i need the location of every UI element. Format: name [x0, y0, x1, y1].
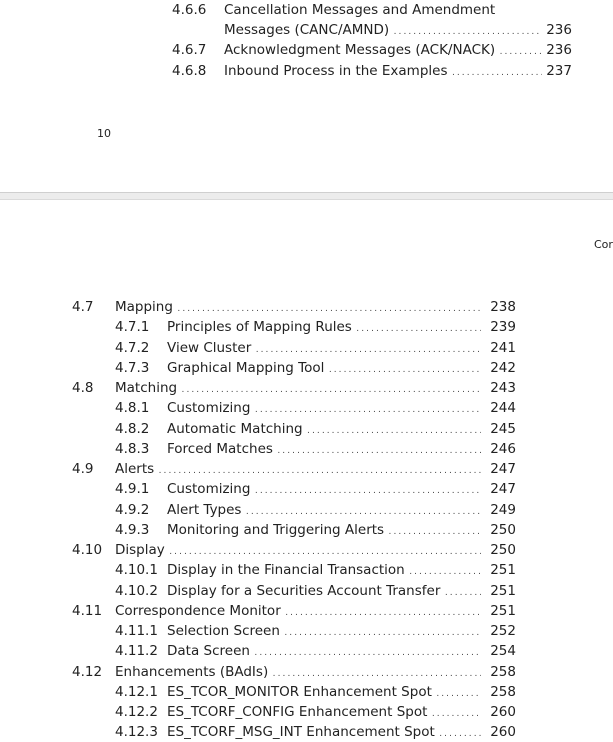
toc-entry	[72, 459, 522, 479]
toc-entry	[172, 20, 582, 40]
toc-entry-page: 251	[490, 603, 516, 619]
toc-entry-number: 4.7	[72, 299, 94, 315]
toc-entry-number: 4.6.7	[172, 42, 207, 58]
toc-entry-page: 260	[490, 724, 516, 740]
toc-entry-number: 4.7.2	[115, 340, 150, 356]
toc-entry	[72, 338, 522, 358]
toc-entry	[172, 61, 582, 81]
toc-entry-page: 237	[546, 63, 572, 79]
toc-entry-page: 236	[546, 22, 572, 38]
toc-entry-page: 251	[490, 583, 516, 599]
toc-entry-page: 250	[490, 542, 516, 558]
toc-entry-title: View Cluster . . .	[167, 338, 481, 358]
toc-page-top	[0, 0, 613, 192]
toc-entry-number: 4.7.1	[115, 319, 150, 335]
toc-entry-page: 258	[490, 664, 516, 680]
toc-entry-title: Customizing . . .	[167, 479, 481, 499]
toc-entry	[72, 500, 522, 520]
toc-entry-number: 4.8	[72, 380, 94, 396]
toc-entry-title: Alert Types . . .	[167, 500, 481, 520]
toc-entry-page: 241	[490, 340, 516, 356]
toc-entry	[72, 722, 522, 742]
toc-entry-page: 249	[490, 502, 516, 518]
toc-entry-page: 245	[490, 421, 516, 437]
toc-entry-number: 4.11	[72, 603, 103, 619]
toc-entry	[72, 297, 522, 317]
toc-entry	[72, 398, 522, 418]
toc-entry-page: 236	[546, 42, 572, 58]
toc-entry-title: Matching . . .	[115, 378, 481, 398]
toc-entry-page: 243	[490, 380, 516, 396]
toc-entry-page: 244	[490, 400, 516, 416]
toc-entry-title: Acknowledgment Messages (ACK/NACK) . . .	[224, 40, 542, 60]
toc-entry-number: 4.8.1	[115, 400, 150, 416]
page-separator	[0, 192, 613, 200]
toc-entry	[72, 581, 522, 601]
toc-entry-page: 251	[490, 562, 516, 578]
toc-entry-number: 4.9.2	[115, 502, 150, 518]
page-number: 10	[97, 127, 111, 140]
toc-entry-page: 238	[490, 299, 516, 315]
toc-entry-title: ES_TCOR_MONITOR Enhancement Spot . . .	[167, 682, 481, 702]
toc-entry-number: 4.12.3	[115, 724, 158, 740]
toc-entry-page: 239	[490, 319, 516, 335]
toc-entry-page: 247	[490, 481, 516, 497]
toc-entry	[72, 702, 522, 722]
toc-entry	[72, 682, 522, 702]
toc-entry-title: Inbound Process in the Examples . . .	[224, 61, 542, 81]
toc-entry	[72, 479, 522, 499]
toc-entry-page: 252	[490, 623, 516, 639]
toc-entry-title: Enhancements (BAdIs) . . .	[115, 662, 481, 682]
toc-entry-title: Mapping . . .	[115, 297, 481, 317]
toc-entry	[72, 419, 522, 439]
toc-entry-number: 4.9.3	[115, 522, 150, 538]
toc-entry-title: Display in the Financial Transaction . . .	[167, 560, 481, 580]
toc-entry	[172, 40, 582, 60]
toc-entry-title: Display for a Securities Account Transfer . . .	[167, 581, 481, 601]
toc-entry	[72, 601, 522, 621]
toc-entry-title: Correspondence Monitor . . .	[115, 601, 481, 621]
toc-entry-title: Messages (CANC/AMND) . . .	[224, 20, 542, 40]
toc-entry	[72, 621, 522, 641]
toc-entry-title: Forced Matches . . .	[167, 439, 481, 459]
toc-entry	[72, 662, 522, 682]
toc-entry	[72, 540, 522, 560]
toc-entry-page: 246	[490, 441, 516, 457]
toc-entry	[72, 520, 522, 540]
toc-entry	[72, 358, 522, 378]
toc-entry	[72, 560, 522, 580]
toc-entry-page: 254	[490, 643, 516, 659]
toc-entry	[72, 641, 522, 661]
toc-entry-title: ES_TCORF_CONFIG Enhancement Spot . . .	[167, 702, 481, 722]
toc-entry-page: 242	[490, 360, 516, 376]
toc-entry	[72, 439, 522, 459]
toc-entry-number: 4.12.2	[115, 704, 158, 720]
toc-entry-title: Display . . .	[115, 540, 481, 560]
toc-entry-title: Cancellation Messages and Amendment	[224, 2, 496, 18]
toc-entry-number: 4.12	[72, 664, 103, 680]
toc-entry-number: 4.11.2	[115, 643, 158, 659]
toc-entry	[172, 0, 582, 20]
toc-entry-number: 4.9	[72, 461, 94, 477]
toc-entry-number: 4.6.8	[172, 63, 207, 79]
toc-entry-title: ES_TCORF_MSG_INT Enhancement Spot . . .	[167, 722, 481, 742]
toc-entry-title: Selection Screen . . .	[167, 621, 481, 641]
toc-entry	[72, 317, 522, 337]
toc-entry-page: 258	[490, 684, 516, 700]
toc-entry-page: 250	[490, 522, 516, 538]
toc-entry	[72, 378, 522, 398]
toc-entry-title: Alerts . . .	[115, 459, 481, 479]
toc-entry-title: Data Screen . . .	[167, 641, 481, 661]
toc-entry-number: 4.7.3	[115, 360, 150, 376]
toc-entry-number: 4.6.6	[172, 2, 207, 18]
toc-entry-page: 260	[490, 704, 516, 720]
toc-entry-title: Monitoring and Triggering Alerts . . .	[167, 520, 481, 540]
toc-entry-number: 4.12.1	[115, 684, 158, 700]
toc-entry-title: Principles of Mapping Rules . . .	[167, 317, 481, 337]
toc-entry-page: 247	[490, 461, 516, 477]
toc-entry-number: 4.10.2	[115, 583, 158, 599]
toc-entry-number: 4.9.1	[115, 481, 150, 497]
toc-entry-title: Automatic Matching . . .	[167, 419, 481, 439]
running-header: Cor	[594, 238, 613, 251]
toc-entry-title: Customizing . . .	[167, 398, 481, 418]
toc-entry-number: 4.8.3	[115, 441, 150, 457]
toc-entry-title: Graphical Mapping Tool . . .	[167, 358, 481, 378]
toc-entry-number: 4.10.1	[115, 562, 158, 578]
toc-entry-number: 4.10	[72, 542, 103, 558]
toc-entry-number: 4.11.1	[115, 623, 158, 639]
toc-entry-number: 4.8.2	[115, 421, 150, 437]
